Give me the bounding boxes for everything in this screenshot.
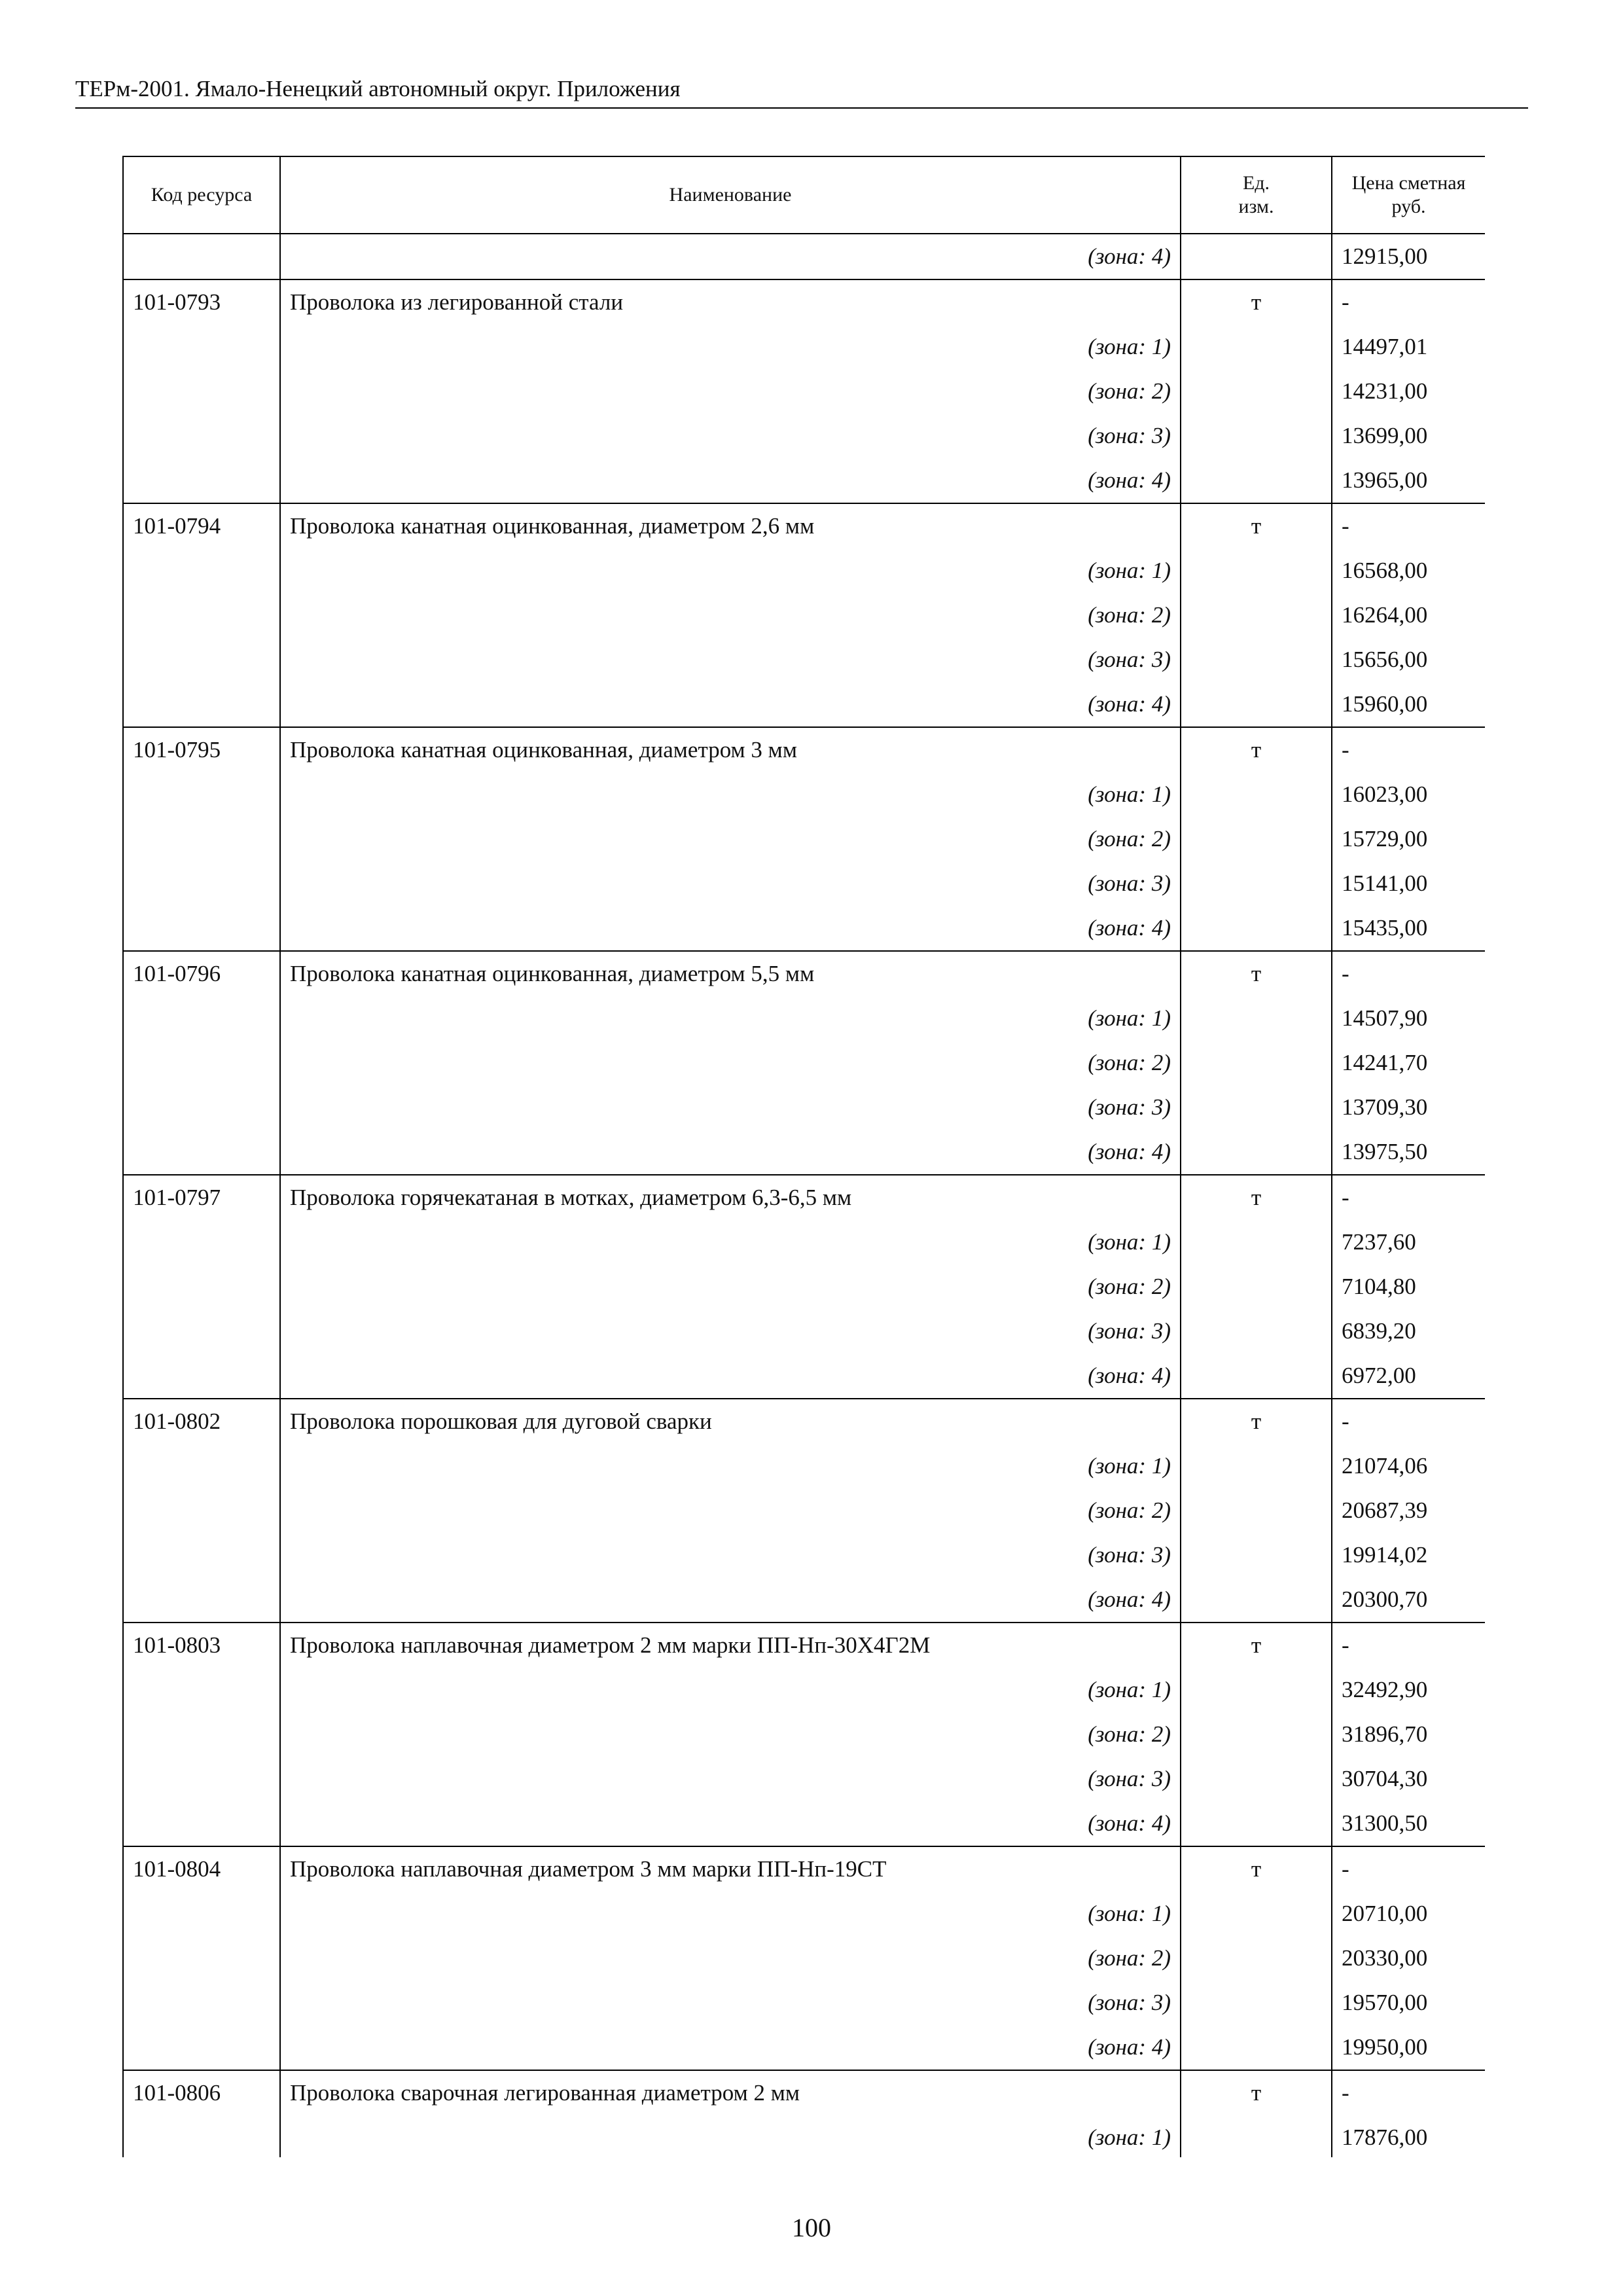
- resource-code-cell: 101-0794: [123, 503, 280, 548]
- price-cell: 15141,00: [1332, 861, 1485, 906]
- zone-label-cell: (зона: 1): [280, 1668, 1181, 1712]
- price-cell: -: [1332, 279, 1485, 325]
- unit-cell: [1181, 1668, 1332, 1712]
- price-cell: 6839,20: [1332, 1309, 1485, 1354]
- unit-cell: [1181, 458, 1332, 503]
- unit-cell: [1181, 369, 1332, 414]
- unit-cell: [1181, 1041, 1332, 1085]
- price-cell: 20300,70: [1332, 1577, 1485, 1623]
- table-row: [123, 548, 1485, 593]
- table-row: [123, 861, 1485, 906]
- resource-code-cell: [123, 325, 280, 369]
- resource-code-cell: [123, 1309, 280, 1354]
- table-row: [123, 1577, 1485, 1623]
- unit-cell: т: [1181, 1175, 1332, 1220]
- resource-code-cell: [123, 1801, 280, 1846]
- resource-name-cell: Проволока наплавочная диаметром 2 мм марки ПП-Нп-30Х4Г2М: [280, 1623, 1181, 1668]
- resource-code-cell: 101-0802: [123, 1399, 280, 1444]
- resource-code-cell: 101-0806: [123, 2070, 280, 2115]
- column-header-unit-line2: изм.: [1238, 196, 1274, 217]
- unit-cell: [1181, 1085, 1332, 1130]
- zone-label-cell: (зона: 4): [280, 1130, 1181, 1175]
- resource-code-cell: [123, 414, 280, 458]
- table-row: [123, 1175, 1485, 1220]
- resource-code-cell: [123, 1488, 280, 1533]
- resource-code-cell: [123, 2025, 280, 2070]
- price-table: [122, 156, 1485, 2157]
- price-cell: 15435,00: [1332, 906, 1485, 951]
- resource-code-cell: [123, 593, 280, 637]
- unit-cell: [1181, 1936, 1332, 1981]
- table-row: [123, 234, 1485, 279]
- zone-label-cell: (зона: 3): [280, 1757, 1181, 1801]
- resource-name-cell: Проволока из легированной стали: [280, 279, 1181, 325]
- table-row: [123, 727, 1485, 772]
- resource-code-cell: [123, 1668, 280, 1712]
- price-cell: 7237,60: [1332, 1220, 1485, 1265]
- table-row: [123, 1220, 1485, 1265]
- unit-cell: [1181, 1220, 1332, 1265]
- unit-cell: [1181, 861, 1332, 906]
- table-row: [123, 1846, 1485, 1892]
- table-row: [123, 1892, 1485, 1936]
- unit-cell: [1181, 2025, 1332, 2070]
- resource-code-cell: [123, 1444, 280, 1488]
- price-cell: 14507,90: [1332, 996, 1485, 1041]
- zone-label-cell: (зона: 2): [280, 1265, 1181, 1309]
- zone-label-cell: (зона: 4): [280, 1354, 1181, 1399]
- resource-code-cell: [123, 861, 280, 906]
- unit-cell: [1181, 1577, 1332, 1623]
- price-cell: 13975,50: [1332, 1130, 1485, 1175]
- zone-label-cell: (зона: 2): [280, 817, 1181, 861]
- table-row: [123, 906, 1485, 951]
- zone-label-cell: (зона: 1): [280, 2115, 1181, 2157]
- unit-cell: [1181, 1488, 1332, 1533]
- price-cell: 20710,00: [1332, 1892, 1485, 1936]
- price-cell: -: [1332, 1175, 1485, 1220]
- price-cell: 16264,00: [1332, 593, 1485, 637]
- column-header-unit: [1181, 156, 1332, 234]
- zone-label-cell: (зона: 3): [280, 637, 1181, 682]
- resource-code-cell: [123, 1265, 280, 1309]
- table-row: [123, 1354, 1485, 1399]
- price-cell: -: [1332, 1623, 1485, 1668]
- zone-label-cell: (зона: 4): [280, 234, 1181, 279]
- resource-code-cell: [123, 1041, 280, 1085]
- table-row: [123, 682, 1485, 727]
- price-cell: -: [1332, 1846, 1485, 1892]
- resource-code-cell: 101-0796: [123, 951, 280, 996]
- price-cell: 13699,00: [1332, 414, 1485, 458]
- column-header-unit-line1: Ед.: [1242, 172, 1270, 194]
- resource-name-cell: Проволока наплавочная диаметром 3 мм марки ПП-Нп-19СТ: [280, 1846, 1181, 1892]
- resource-code-cell: [123, 369, 280, 414]
- unit-cell: т: [1181, 951, 1332, 996]
- price-cell: 31896,70: [1332, 1712, 1485, 1757]
- price-cell: 14231,00: [1332, 369, 1485, 414]
- table-row: [123, 1981, 1485, 2025]
- resource-code-cell: [123, 817, 280, 861]
- unit-cell: [1181, 1444, 1332, 1488]
- resource-code-cell: [123, 1130, 280, 1175]
- price-cell: 17876,00: [1332, 2115, 1485, 2157]
- price-cell: 13965,00: [1332, 458, 1485, 503]
- column-header-name: Наименование: [280, 156, 1181, 234]
- table-row: [123, 996, 1485, 1041]
- zone-label-cell: (зона: 1): [280, 996, 1181, 1041]
- unit-cell: [1181, 325, 1332, 369]
- price-cell: -: [1332, 951, 1485, 996]
- unit-cell: [1181, 1309, 1332, 1354]
- table-body: [123, 234, 1485, 2157]
- unit-cell: [1181, 682, 1332, 727]
- zone-label-cell: (зона: 4): [280, 2025, 1181, 2070]
- table-row: [123, 369, 1485, 414]
- resource-code-cell: [123, 637, 280, 682]
- price-cell: 30704,30: [1332, 1757, 1485, 1801]
- unit-cell: т: [1181, 1623, 1332, 1668]
- table-row: [123, 1444, 1485, 1488]
- zone-label-cell: (зона: 1): [280, 1444, 1181, 1488]
- zone-label-cell: (зона: 1): [280, 1892, 1181, 1936]
- unit-cell: [1181, 548, 1332, 593]
- resource-code-cell: [123, 548, 280, 593]
- zone-label-cell: (зона: 3): [280, 414, 1181, 458]
- table-row: [123, 1757, 1485, 1801]
- zone-label-cell: (зона: 2): [280, 1936, 1181, 1981]
- table-row: [123, 593, 1485, 637]
- zone-label-cell: (зона: 2): [280, 1041, 1181, 1085]
- resource-code-cell: [123, 1981, 280, 2025]
- unit-cell: т: [1181, 1399, 1332, 1444]
- zone-label-cell: (зона: 1): [280, 548, 1181, 593]
- price-cell: 19950,00: [1332, 2025, 1485, 2070]
- price-cell: 20330,00: [1332, 1936, 1485, 1981]
- unit-cell: [1181, 1981, 1332, 2025]
- zone-label-cell: (зона: 2): [280, 593, 1181, 637]
- price-cell: 15656,00: [1332, 637, 1485, 682]
- price-cell: -: [1332, 1399, 1485, 1444]
- resource-code-cell: [123, 1220, 280, 1265]
- price-cell: 19570,00: [1332, 1981, 1485, 2025]
- unit-cell: [1181, 1712, 1332, 1757]
- zone-label-cell: (зона: 4): [280, 1577, 1181, 1623]
- price-cell: 16023,00: [1332, 772, 1485, 817]
- unit-cell: [1181, 1533, 1332, 1577]
- zone-label-cell: (зона: 3): [280, 1981, 1181, 2025]
- price-cell: 12915,00: [1332, 234, 1485, 279]
- resource-code-cell: 101-0803: [123, 1623, 280, 1668]
- table-row: [123, 414, 1485, 458]
- unit-cell: [1181, 593, 1332, 637]
- table-row: [123, 1712, 1485, 1757]
- page-number: 100: [792, 2213, 831, 2242]
- resource-code-cell: [123, 1936, 280, 1981]
- unit-cell: [1181, 2115, 1332, 2157]
- unit-cell: [1181, 772, 1332, 817]
- price-cell: 14241,70: [1332, 1041, 1485, 1085]
- resource-name-cell: Проволока сварочная легированная диаметром 2 мм: [280, 2070, 1181, 2115]
- unit-cell: [1181, 234, 1332, 279]
- zone-label-cell: (зона: 1): [280, 1220, 1181, 1265]
- unit-cell: [1181, 996, 1332, 1041]
- zone-label-cell: (зона: 3): [280, 861, 1181, 906]
- resource-code-cell: 101-0793: [123, 279, 280, 325]
- price-cell: 7104,80: [1332, 1265, 1485, 1309]
- zone-label-cell: (зона: 2): [280, 369, 1181, 414]
- zone-label-cell: (зона: 2): [280, 1488, 1181, 1533]
- resource-code-cell: [123, 1577, 280, 1623]
- resource-code-cell: 101-0795: [123, 727, 280, 772]
- zone-label-cell: (зона: 3): [280, 1533, 1181, 1577]
- unit-cell: т: [1181, 1846, 1332, 1892]
- resource-code-cell: [123, 1533, 280, 1577]
- unit-cell: [1181, 1130, 1332, 1175]
- unit-cell: т: [1181, 503, 1332, 548]
- table-row: [123, 1041, 1485, 1085]
- unit-cell: [1181, 414, 1332, 458]
- unit-cell: т: [1181, 2070, 1332, 2115]
- resource-code-cell: 101-0804: [123, 1846, 280, 1892]
- zone-label-cell: (зона: 4): [280, 458, 1181, 503]
- table-row: [123, 503, 1485, 548]
- table-row: [123, 1399, 1485, 1444]
- resource-name-cell: Проволока порошковая для дуговой сварки: [280, 1399, 1181, 1444]
- table-row: [123, 951, 1485, 996]
- resource-name-cell: Проволока горячекатаная в мотках, диаметром 6,3-6,5 мм: [280, 1175, 1181, 1220]
- zone-label-cell: (зона: 4): [280, 906, 1181, 951]
- table-header: [123, 156, 1485, 234]
- table-row: [123, 1309, 1485, 1354]
- zone-label-cell: (зона: 3): [280, 1309, 1181, 1354]
- price-cell: 6972,00: [1332, 1354, 1485, 1399]
- resource-code-cell: [123, 458, 280, 503]
- unit-cell: [1181, 1892, 1332, 1936]
- table-row: [123, 637, 1485, 682]
- zone-label-cell: (зона: 2): [280, 1712, 1181, 1757]
- resource-name-cell: Проволока канатная оцинкованная, диаметром 5,5 мм: [280, 951, 1181, 996]
- table-row: [123, 1488, 1485, 1533]
- price-cell: 21074,06: [1332, 1444, 1485, 1488]
- table-row: [123, 2025, 1485, 2070]
- unit-cell: [1181, 637, 1332, 682]
- column-header-code: Код ресурса: [123, 156, 280, 234]
- price-cell: 32492,90: [1332, 1668, 1485, 1712]
- table-row: [123, 1265, 1485, 1309]
- price-cell: 31300,50: [1332, 1801, 1485, 1846]
- zone-label-cell: (зона: 4): [280, 682, 1181, 727]
- column-header-price-line2: руб.: [1391, 196, 1426, 217]
- price-cell: -: [1332, 727, 1485, 772]
- table-row: [123, 2070, 1485, 2115]
- resource-code-cell: [123, 1757, 280, 1801]
- resource-code-cell: [123, 682, 280, 727]
- resource-code-cell: [123, 906, 280, 951]
- table-row: [123, 1801, 1485, 1846]
- unit-cell: [1181, 1801, 1332, 1846]
- unit-cell: [1181, 1354, 1332, 1399]
- zone-label-cell: (зона: 1): [280, 772, 1181, 817]
- table-row: [123, 325, 1485, 369]
- table-row: [123, 1130, 1485, 1175]
- table-row: [123, 772, 1485, 817]
- unit-cell: [1181, 1265, 1332, 1309]
- column-header-price: [1332, 156, 1485, 234]
- resource-code-cell: [123, 1892, 280, 1936]
- unit-cell: [1181, 1757, 1332, 1801]
- price-cell: 14497,01: [1332, 325, 1485, 369]
- price-cell: 19914,02: [1332, 1533, 1485, 1577]
- price-table-container: [122, 156, 1485, 2157]
- zone-label-cell: (зона: 1): [280, 325, 1181, 369]
- table-row: [123, 279, 1485, 325]
- resource-code-cell: [123, 996, 280, 1041]
- resource-name-cell: Проволока канатная оцинкованная, диаметром 2,6 мм: [280, 503, 1181, 548]
- table-row: [123, 1533, 1485, 1577]
- resource-code-cell: [123, 1085, 280, 1130]
- price-cell: 15729,00: [1332, 817, 1485, 861]
- unit-cell: т: [1181, 279, 1332, 325]
- price-cell: 13709,30: [1332, 1085, 1485, 1130]
- table-row: [123, 1623, 1485, 1668]
- table-row: [123, 2115, 1485, 2157]
- table-row: [123, 458, 1485, 503]
- price-cell: 15960,00: [1332, 682, 1485, 727]
- zone-label-cell: (зона: 4): [280, 1801, 1181, 1846]
- unit-cell: т: [1181, 727, 1332, 772]
- resource-code-cell: [123, 772, 280, 817]
- table-row: [123, 1936, 1485, 1981]
- price-cell: -: [1332, 2070, 1485, 2115]
- running-header: ТЕРм-2001. Ямало-Ненецкий автономный округ. Приложения: [75, 73, 1528, 109]
- resource-code-cell: 101-0797: [123, 1175, 280, 1220]
- resource-code-cell: [123, 234, 280, 279]
- table-row: [123, 817, 1485, 861]
- resource-name-cell: Проволока канатная оцинкованная, диаметром 3 мм: [280, 727, 1181, 772]
- zone-label-cell: (зона: 3): [280, 1085, 1181, 1130]
- price-cell: -: [1332, 503, 1485, 548]
- price-cell: 16568,00: [1332, 548, 1485, 593]
- resource-code-cell: [123, 1712, 280, 1757]
- resource-code-cell: [123, 2115, 280, 2157]
- unit-cell: [1181, 817, 1332, 861]
- unit-cell: [1181, 906, 1332, 951]
- table-row: [123, 1085, 1485, 1130]
- price-cell: 20687,39: [1332, 1488, 1485, 1533]
- resource-code-cell: [123, 1354, 280, 1399]
- column-header-price-line1: Цена сметная: [1351, 172, 1466, 194]
- table-row: [123, 1668, 1485, 1712]
